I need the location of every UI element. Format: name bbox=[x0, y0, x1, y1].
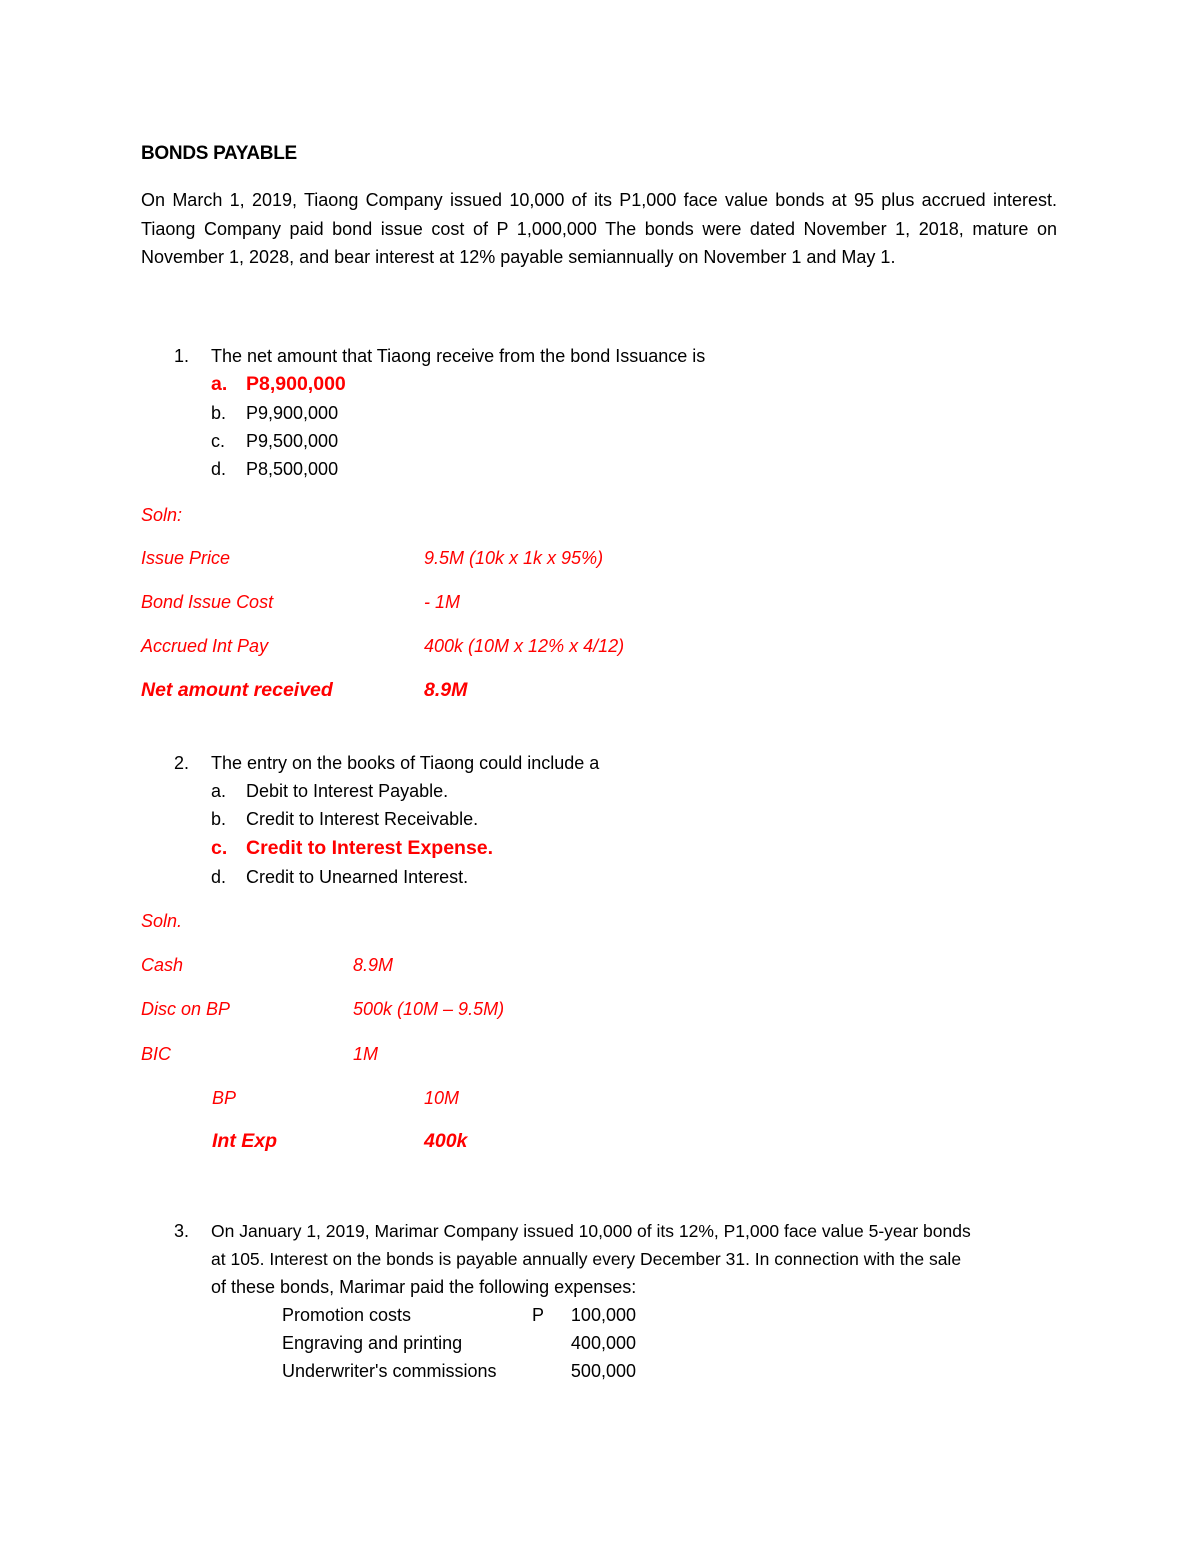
q2-entry-value-cash: 8.9M bbox=[353, 955, 394, 975]
q2-entry-label-bic: BIC bbox=[141, 1044, 172, 1064]
q1-option-d-letter: d. bbox=[211, 459, 227, 479]
q2-option-a-letter: a. bbox=[211, 781, 227, 801]
q2-entry-value-int-exp: 400k bbox=[424, 1130, 468, 1152]
q1-soln-label-accrued-int: Accrued Int Pay bbox=[141, 636, 269, 656]
q2-entry-label-disc: Disc on BP bbox=[141, 999, 231, 1019]
q2-option-b: Credit to Interest Receivable. bbox=[246, 809, 479, 829]
q1-soln-label: Soln: bbox=[141, 505, 183, 525]
q2-entry-value-disc: 500k (10M – 9.5M) bbox=[353, 999, 505, 1019]
q1-soln-value-accrued-int: 400k (10M x 12% x 4/12) bbox=[424, 636, 625, 656]
q1-soln-label-issue-cost: Bond Issue Cost bbox=[141, 592, 274, 612]
q3-expense-amount-underwriter: 500,000 bbox=[570, 1361, 636, 1381]
q2-entry-label-bp: BP bbox=[212, 1088, 237, 1108]
q3-expense-label-engraving: Engraving and printing bbox=[282, 1333, 463, 1353]
q2-option-b-letter: b. bbox=[211, 809, 227, 829]
q2-number: 2. bbox=[174, 753, 190, 773]
q3-number: 3. bbox=[174, 1221, 190, 1241]
q3-currency: P bbox=[532, 1305, 545, 1325]
q3-expense-amount-promotion: 100,000 bbox=[570, 1305, 636, 1325]
q2-text: The entry on the books of Tiaong could include a bbox=[211, 753, 600, 773]
q2-entry-label-cash: Cash bbox=[141, 955, 184, 975]
q2-option-d: Credit to Unearned Interest. bbox=[246, 867, 469, 887]
q3-expense-amount-engraving: 400,000 bbox=[570, 1333, 636, 1353]
intro-text: On March 1, 2019, Tiaong Company issued 10,000 of its P1,000 face value bonds at 95 plus accrued interest. Tiaong Company paid bond issue cost of P 1,000,000 The bonds were dated November 1, 2018, mature on November 1, 2028, and bear interest at 12% payable semiannually on November 1 and May 1. bbox=[141, 190, 1057, 267]
page-title: BONDS PAYABLE bbox=[141, 143, 297, 164]
q1-soln-value-issue-price: 9.5M (10k x 1k x 95%) bbox=[424, 548, 604, 568]
q1-soln-value-issue-cost: - 1M bbox=[424, 592, 460, 612]
q1-soln-label-net: Net amount received bbox=[141, 679, 333, 701]
q1-option-a-answer: P8,900,000 bbox=[246, 373, 346, 395]
q1-soln-label-issue-price: Issue Price bbox=[141, 548, 231, 568]
q1-soln-value-net: 8.9M bbox=[424, 679, 468, 701]
q2-option-d-letter: d. bbox=[211, 867, 227, 887]
q3-expense-label-promotion: Promotion costs bbox=[282, 1305, 412, 1325]
q3-line-2: at 105. Interest on the bonds is payable annually every December 31. In connection with the sale bbox=[211, 1249, 962, 1269]
q2-option-c-answer: Credit to Interest Expense. bbox=[246, 837, 494, 859]
q3-expense-label-underwriter: Underwriter's commissions bbox=[282, 1361, 497, 1381]
q2-soln-label: Soln. bbox=[141, 911, 183, 931]
q2-entry-value-bp: 10M bbox=[424, 1088, 460, 1108]
q2-entry-label-int-exp: Int Exp bbox=[212, 1130, 278, 1152]
q1-option-b: P9,900,000 bbox=[246, 403, 339, 423]
q1-option-c-letter: c. bbox=[211, 431, 226, 451]
q2-option-c-letter: c. bbox=[211, 837, 228, 859]
q3-line-1: On January 1, 2019, Marimar Company issued 10,000 of its 12%, P1,000 face value 5-year bonds bbox=[211, 1221, 971, 1241]
q2-entry-value-bic: 1M bbox=[353, 1044, 379, 1064]
q1-option-b-letter: b. bbox=[211, 403, 227, 423]
q1-text: The net amount that Tiaong receive from the bond Issuance is bbox=[211, 346, 706, 366]
q1-option-c: P9,500,000 bbox=[246, 431, 339, 451]
q2-option-a: Debit to Interest Payable. bbox=[246, 781, 449, 801]
q1-option-d: P8,500,000 bbox=[246, 459, 339, 479]
q3-line-3: of these bonds, Marimar paid the following expenses: bbox=[211, 1277, 637, 1297]
q1-option-a-letter: a. bbox=[211, 373, 228, 395]
q1-number: 1. bbox=[174, 346, 190, 366]
intro-paragraph bbox=[141, 186, 1057, 272]
